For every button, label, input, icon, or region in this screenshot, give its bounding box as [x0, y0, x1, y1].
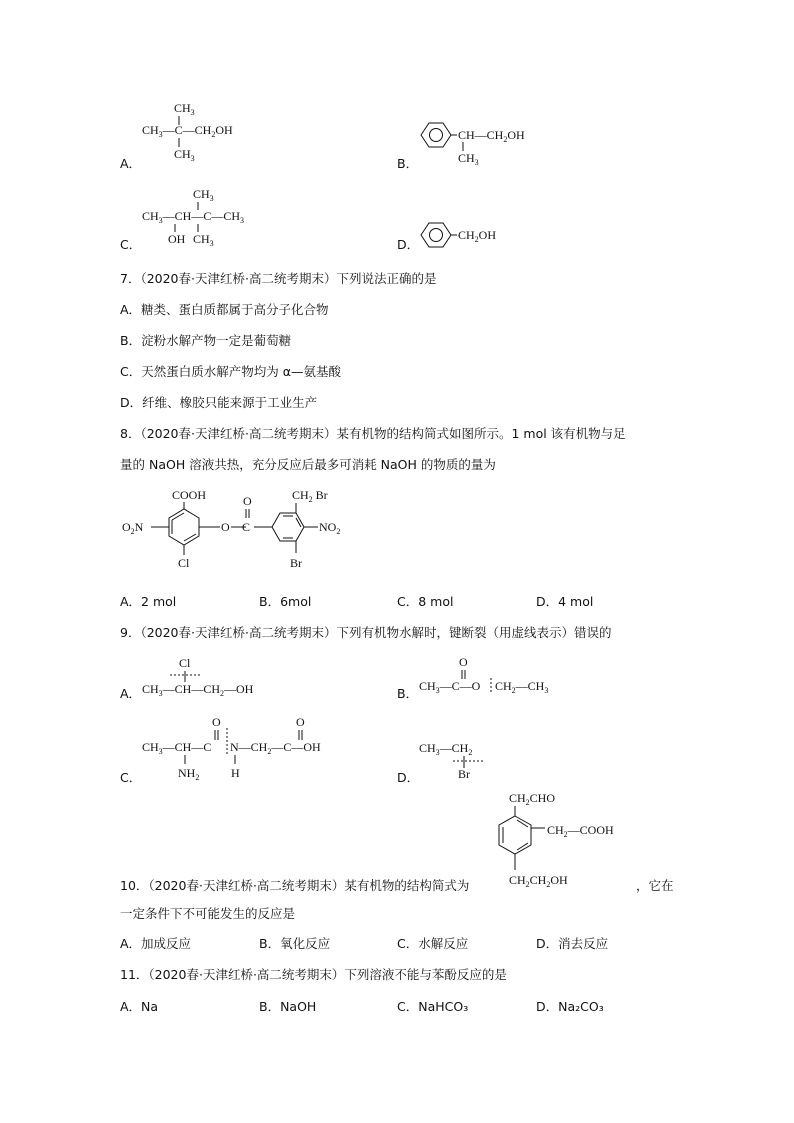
q8-option-b[interactable]: B．6mol [259, 594, 312, 609]
svg-text:CH—CH2OH: $CH—CH_2OH$ [458, 128, 525, 144]
svg-text:O: O [243, 494, 252, 508]
q10-stem-line1-tail: ，它在 [636, 878, 674, 893]
q7-option-a[interactable]: A．糖类、蛋白质都属于高分子化合物 [120, 302, 329, 317]
q10-option-c[interactable]: C．水解反应 [397, 936, 469, 951]
svg-text:CH3—C—CH2OH: $CH_3—C—CH_2OH$ [142, 123, 233, 139]
svg-text:O: O [459, 655, 468, 669]
q8-option-d[interactable]: D．4 mol [536, 594, 594, 609]
q9-structure-b [417, 652, 577, 697]
svg-text:CH2CH2OH: $CH_2CH_2OH$ [509, 873, 568, 889]
svg-text:COOH: COOH [172, 488, 207, 502]
svg-text:Cl: Cl [179, 656, 191, 670]
svg-text:CH2CHO: $CH_2CHO$ [509, 791, 556, 807]
svg-text:NO2: $NO_2$ [319, 520, 341, 536]
svg-text:CH2—CH3: $CH_2—CH_3$ [495, 679, 549, 695]
q10-option-b[interactable]: B．氧化反应 [259, 936, 331, 951]
q6-structure-a [140, 100, 250, 170]
svg-text:O2N: $O_2N$ [122, 520, 144, 536]
svg-text:CH3: $CH_3$ [193, 187, 214, 203]
q6-structure-b [417, 118, 537, 168]
q11-stem: 11．（2020春·天津红桥·高二统考期末）下列溶液不能与苯酚反应的是 [120, 967, 507, 982]
q10-option-a[interactable]: A．加成反应 [120, 936, 192, 951]
svg-text:Br: Br [290, 556, 302, 570]
q10-stem-line2: 一定条件下不可能发生的反应是 [120, 906, 296, 921]
svg-text:N—CH2—C—OH: $N—CH_2—C—OH$ [230, 740, 321, 756]
q10-stem-line1: 10．（2020春·天津红桥·高二统考期末）某有机物的结构简式为 [120, 878, 470, 893]
svg-text:Cl: Cl [178, 556, 190, 570]
q6-option-d-label: D． [397, 237, 420, 252]
q9-structure-a [140, 655, 290, 700]
svg-text:CH3: $CH_3$ [458, 151, 479, 167]
q6-structure-d [417, 218, 507, 252]
q8-option-c[interactable]: C．8 mol [397, 594, 454, 609]
q9-option-d-label: D． [397, 770, 420, 785]
svg-text:CH3: $CH_3$ [193, 232, 214, 248]
svg-text:C: C [242, 520, 251, 534]
svg-text:CH2OH: $CH_2OH$ [458, 228, 497, 244]
svg-text:CH2—COOH: $CH_2—COOH$ [547, 823, 614, 839]
svg-text:O: O [221, 520, 230, 534]
q11-option-b[interactable]: B．NaOH [259, 999, 317, 1014]
q11-option-c[interactable]: C．NaHCO₃ [397, 999, 469, 1014]
q9-structure-d [417, 738, 517, 783]
q8-stem-line2: 量的 NaOH 溶液共热，充分反应后最多可消耗 NaOH 的物质的量为 [120, 457, 496, 472]
svg-text:CH2 Br: $CH_2$ Br [292, 488, 328, 504]
q7-stem: 7．（2020春·天津红桥·高二统考期末）下列说法正确的是 [120, 271, 437, 286]
svg-text:CH3—CH—CH2—OH: $CH_3—CH—CH_2—OH$ [142, 682, 254, 698]
svg-text:H: H [231, 766, 240, 780]
svg-text:CH3—CH—C—CH3: $CH_3—CH—C—CH_3$ [142, 209, 245, 225]
q11-option-d[interactable]: D．Na₂CO₃ [536, 999, 604, 1014]
q8-stem-line1: 8．（2020春·天津红桥·高二统考期末）某有机物的结构简式如图所示。1 mol 该有机物与足 [120, 426, 626, 441]
q8-structure [120, 485, 370, 585]
q6-structure-c [140, 186, 260, 256]
q6-option-c-label: C． [120, 237, 142, 252]
svg-text:O: O [296, 715, 305, 729]
q6-option-a-label: A． [120, 156, 142, 171]
q9-structure-c [140, 714, 360, 784]
svg-text:CH3—C—O: $CH_3—C—O$ [419, 679, 481, 695]
q9-stem: 9．（2020春·天津红桥·高二统考期末）下列有机物水解时，键断裂（用虚线表示）错误的 [120, 625, 612, 640]
q7-option-d[interactable]: D．纤维、橡胶只能来源于工业生产 [120, 395, 318, 410]
q10-structure [493, 790, 643, 890]
svg-text:CH3: $CH_3$ [174, 147, 195, 163]
q6-option-b-label: B． [397, 156, 419, 171]
q11-option-a[interactable]: A．Na [120, 999, 159, 1014]
q7-option-c[interactable]: C．天然蛋白质水解产物均为 α—氨基酸 [120, 364, 341, 379]
q9-option-c-label: C． [120, 770, 142, 785]
q9-option-a-label: A． [120, 686, 142, 701]
svg-text:OH: OH [168, 232, 186, 246]
q9-option-b-label: B． [397, 686, 419, 701]
svg-text:CH3: $CH_3$ [174, 101, 195, 117]
svg-text:O: O [212, 715, 221, 729]
svg-text:NH2: $NH_2$ [178, 766, 200, 782]
q7-option-b[interactable]: B．淀粉水解产物一定是葡萄糖 [120, 333, 292, 348]
q10-option-d[interactable]: D．消去反应 [536, 936, 609, 951]
svg-text:Br: Br [458, 767, 470, 781]
svg-text:CH3—CH—C: $CH_3—CH—C$ [142, 740, 212, 756]
svg-text:CH3—CH2: $CH_3—CH_2$ [419, 741, 473, 757]
q8-option-a[interactable]: A．2 mol [120, 594, 177, 609]
